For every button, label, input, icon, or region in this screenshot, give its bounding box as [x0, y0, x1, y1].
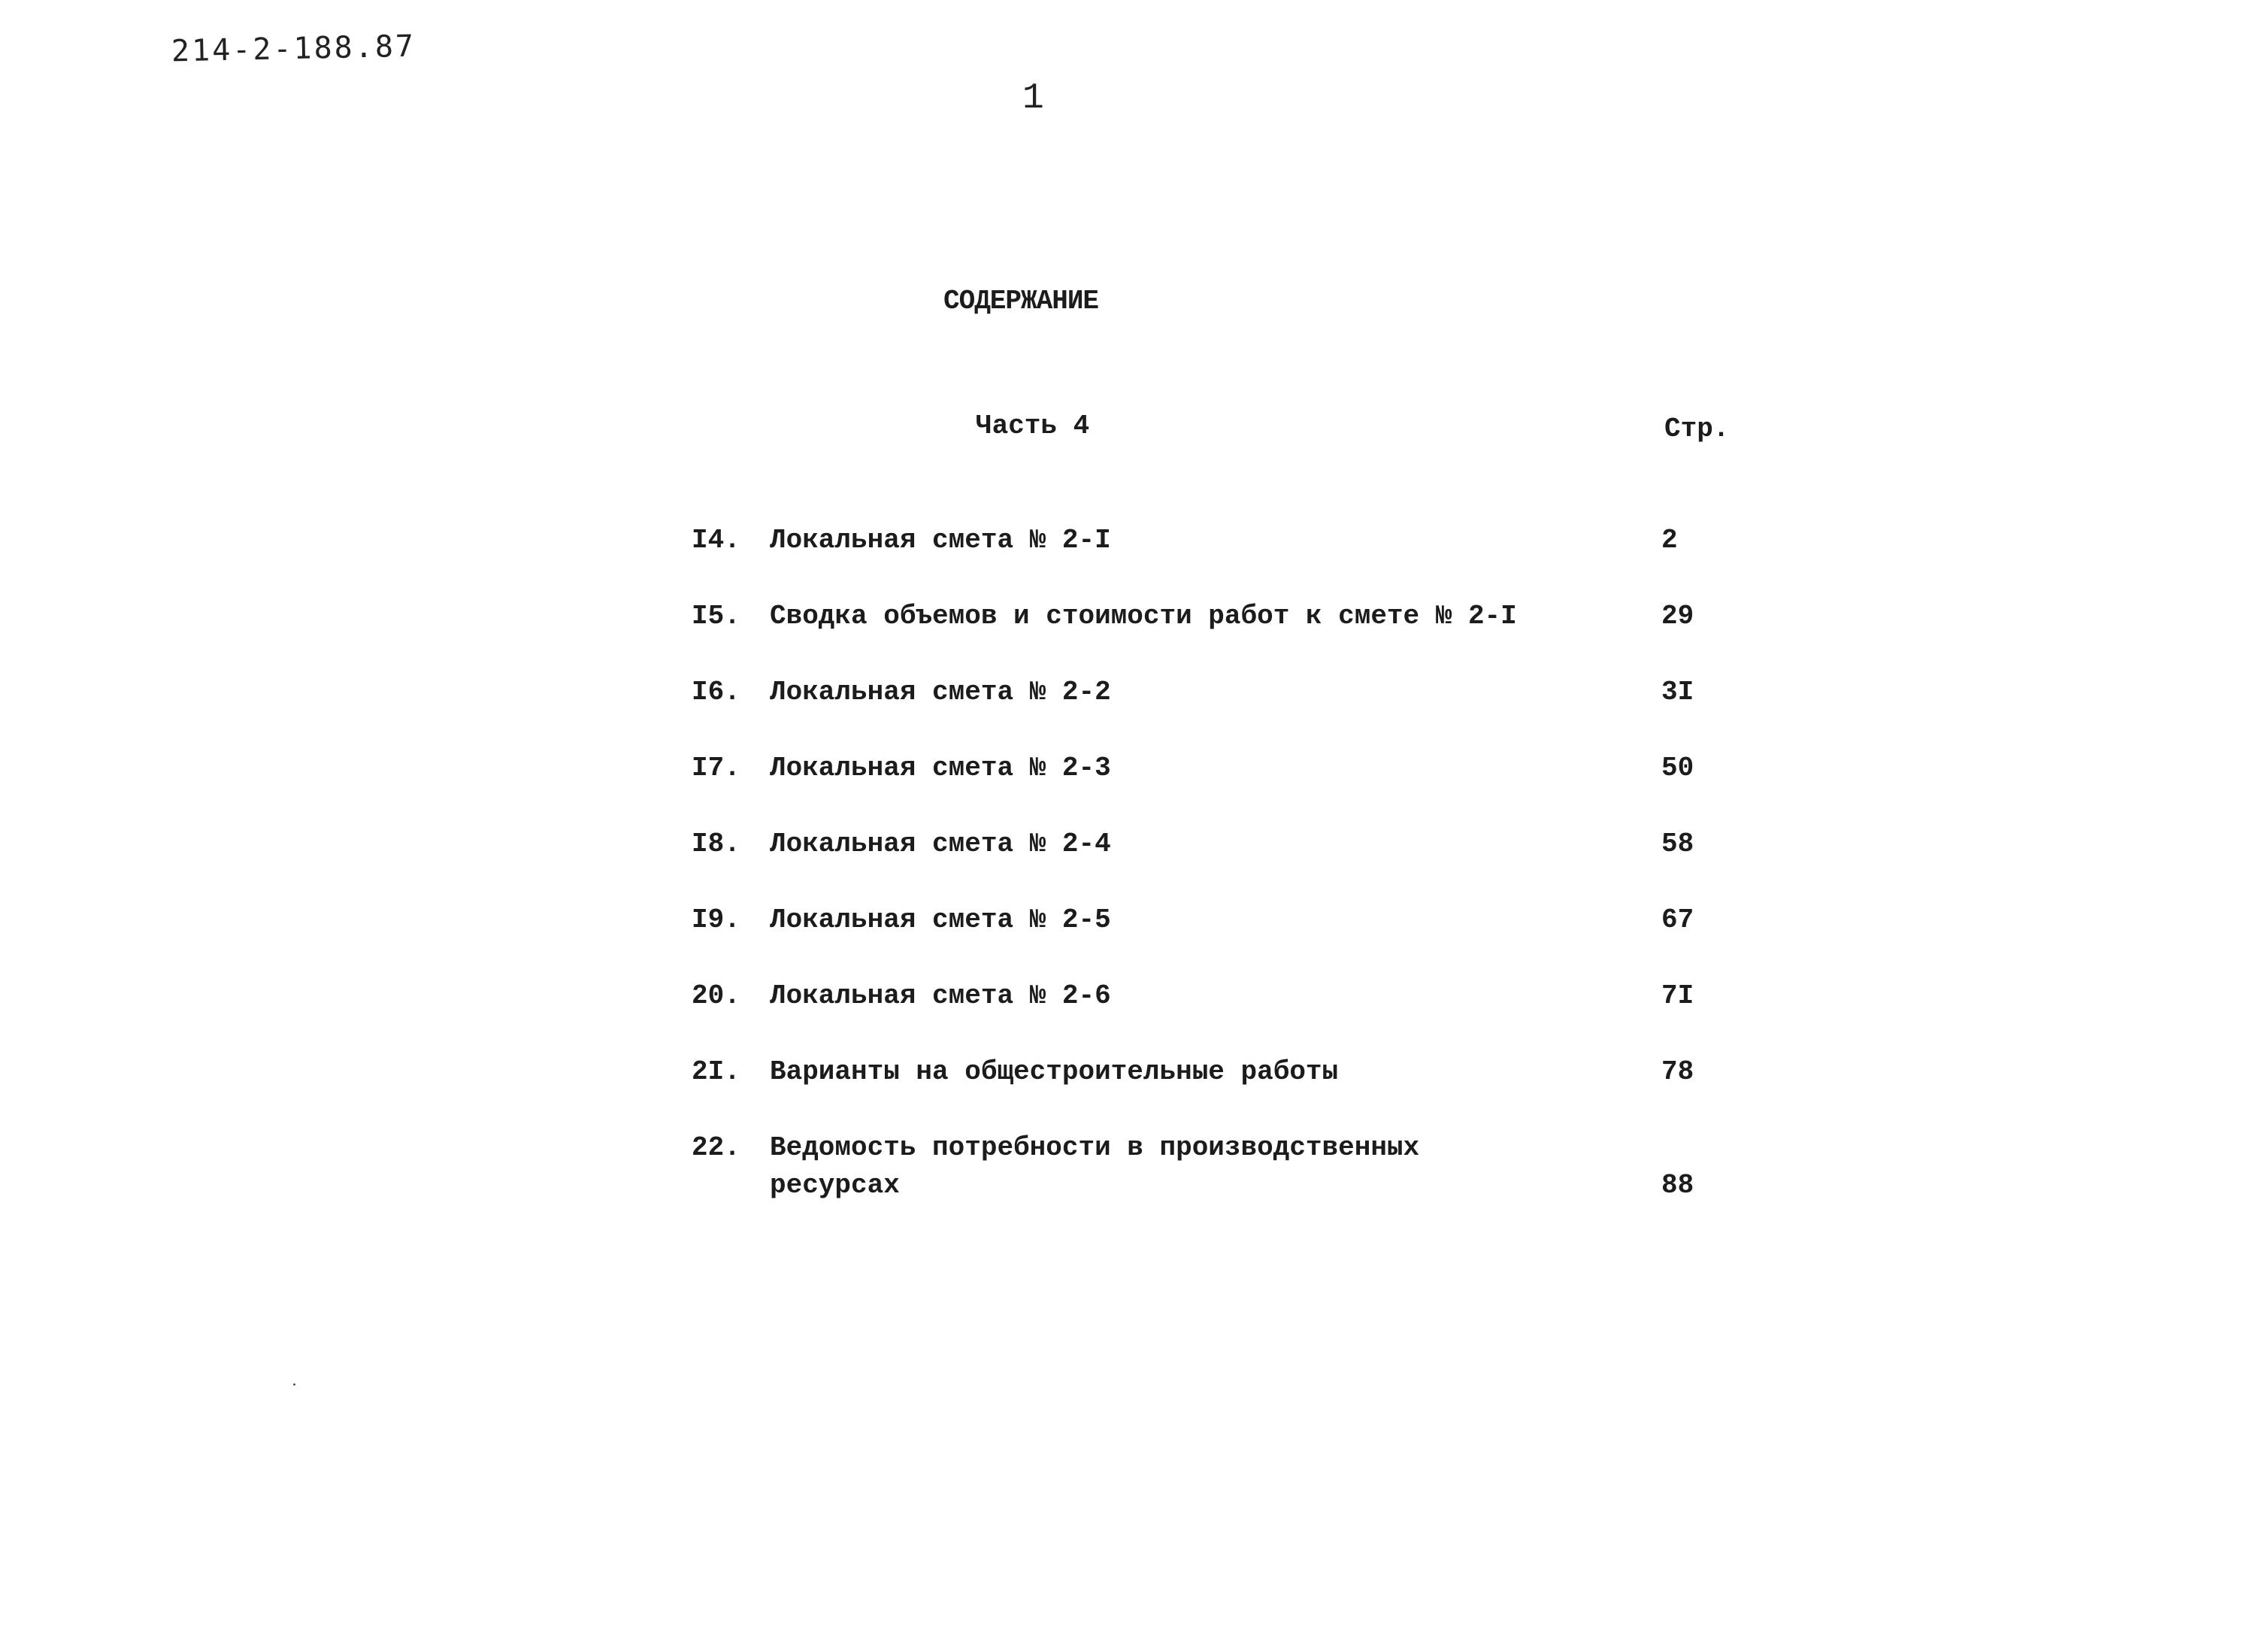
page-column-header: Стр.: [1664, 414, 1730, 444]
toc-item-page: 7I: [1661, 980, 1694, 1011]
toc-item-page: 50: [1661, 753, 1694, 783]
toc-item-number: 2I.: [692, 1056, 740, 1087]
toc-item-title: Варианты на общестроительные работы: [770, 1056, 1339, 1087]
toc-item-title: Локальная смета № 2-6: [770, 980, 1111, 1011]
page-number: 1: [1022, 78, 1044, 119]
toc-item-number: I5.: [692, 601, 740, 632]
toc-item-number: I9.: [692, 904, 740, 935]
toc-item-page: 3I: [1661, 677, 1694, 707]
toc-item-number: I4.: [692, 525, 740, 556]
scan-speck: [293, 1383, 295, 1386]
toc-item-title: Локальная смета № 2-I: [770, 525, 1111, 556]
toc-item-title: Сводка объемов и стоимости работ к смете № 2-I: [770, 601, 1517, 632]
toc-item-page: 78: [1661, 1056, 1694, 1087]
toc-item-number: 22.: [692, 1132, 740, 1163]
toc-item-number: I6.: [692, 677, 740, 707]
toc-item-number: 20.: [692, 980, 740, 1011]
toc-item-title: Локальная смета № 2-4: [770, 829, 1111, 859]
toc-item-page: 29: [1661, 601, 1694, 632]
toc-item-title: Локальная смета № 2-3: [770, 753, 1111, 783]
toc-item-title: Локальная смета № 2-5: [770, 904, 1111, 935]
document-code: 214-2-188.87: [171, 29, 416, 69]
toc-item-title: Локальная смета № 2-2: [770, 677, 1111, 707]
toc-item-page: 67: [1661, 904, 1694, 935]
toc-item-title: Ведомость потребности в производственных ресурсах: [770, 1132, 1420, 1201]
toc-item-page: 2: [1661, 525, 1678, 556]
part-header: Часть 4: [976, 411, 1090, 441]
page-title: СОДЕРЖАНИЕ: [943, 286, 1099, 317]
toc-item-number: I8.: [692, 829, 740, 859]
toc-item-number: I7.: [692, 753, 740, 783]
toc-item-page: 58: [1661, 829, 1694, 859]
toc-item-page: 88: [1661, 1170, 1694, 1201]
